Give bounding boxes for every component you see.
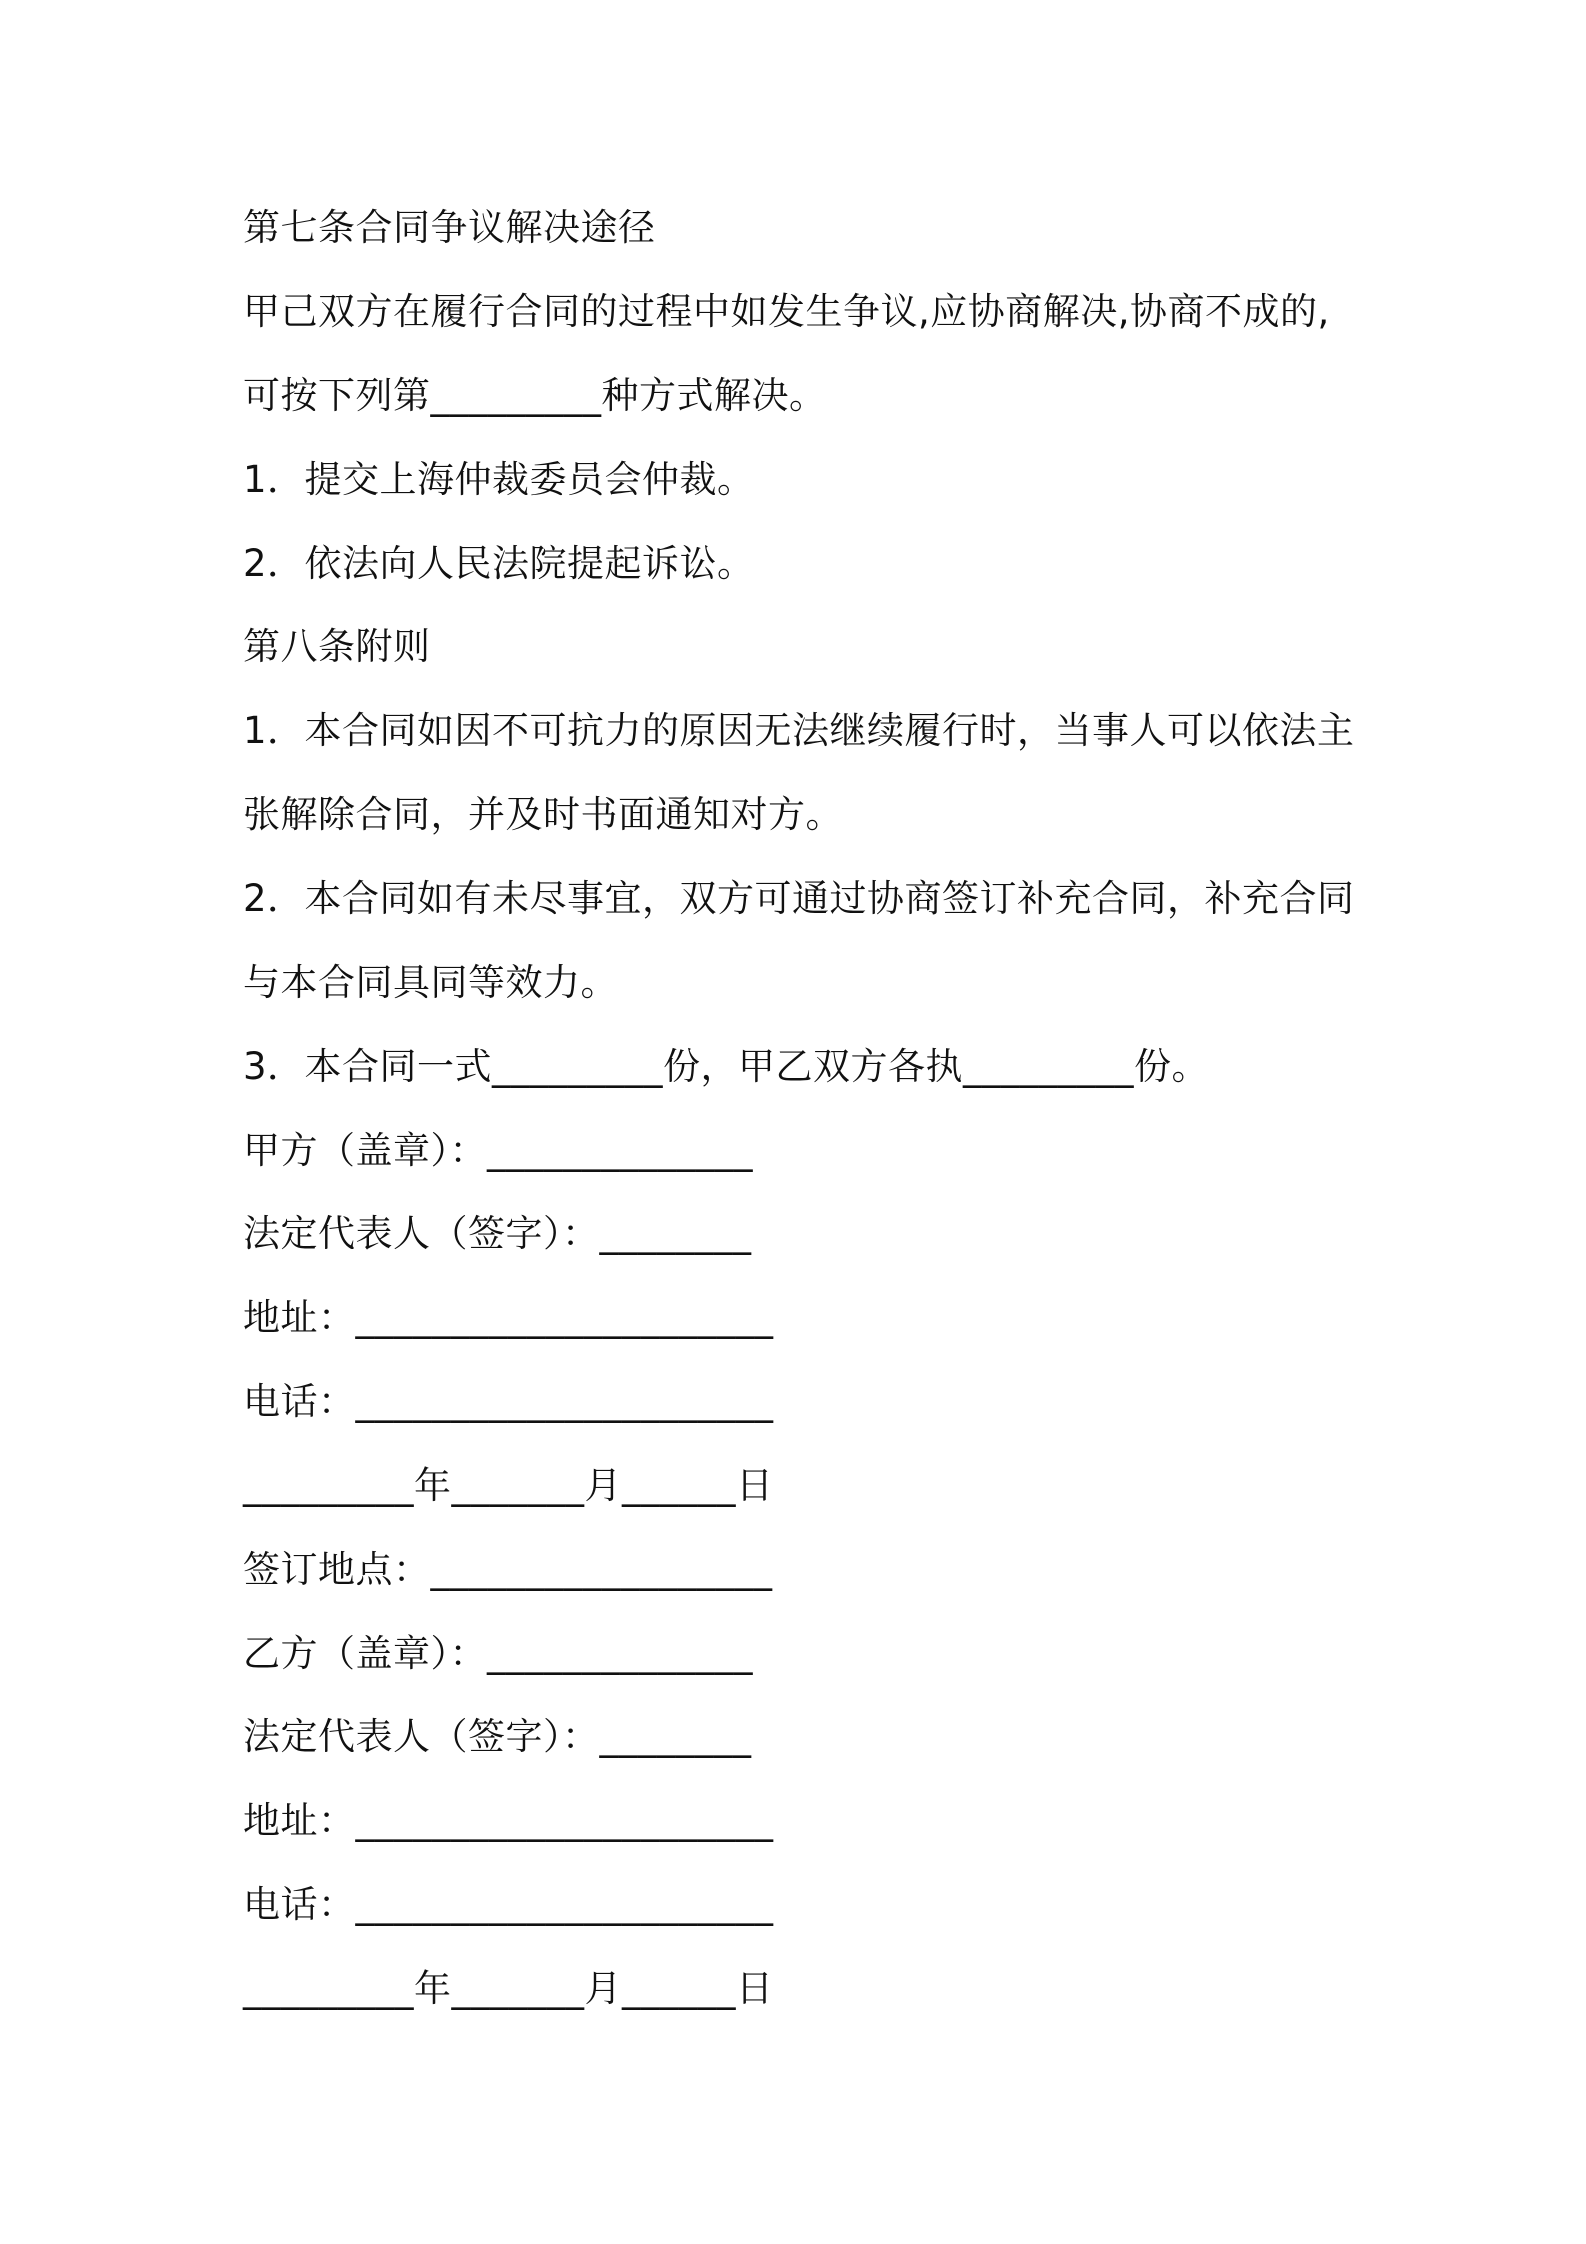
party-b-address: 地址：______________________ [243,1799,774,1842]
party-b-representative: 法定代表人（签字）：________ [243,1715,752,1758]
article-8-clause-1-line-1: 1．本合同如因不可抗力的原因无法继续履行时，当事人可以依法主 [243,709,1355,752]
article-7-paragraph-line-2: 可按下列第_________种方式解决。 [243,374,827,417]
party-a-address: 地址：______________________ [243,1296,774,1339]
article-8-clause-2-line-1: 2．本合同如有未尽事宜，双方可通过协商签订补充合同，补充合同 [243,877,1355,920]
party-a-representative: 法定代表人（签字）：________ [243,1212,752,1255]
party-b-seal: 乙方（盖章）：______________ [243,1632,753,1675]
party-a-date: _________年_______月______日 [243,1464,774,1507]
party-a-seal: 甲方（盖章）：______________ [243,1129,753,1172]
article-8-clause-2-line-2: 与本合同具同等效力。 [243,961,618,1004]
dispute-option-1: 1．提交上海仲裁委员会仲裁。 [243,458,755,501]
article-7-paragraph-line-1: 甲己双方在履行合同的过程中如发生争议,应协商解决,协商不成的, [243,290,1330,333]
dispute-option-2: 2．依法向人民法院提起诉讼。 [243,542,755,585]
article-8-clause-1-line-2: 张解除合同，并及时书面通知对方。 [243,793,843,836]
party-b-date: _________年_______月______日 [243,1967,774,2010]
article-8-heading: 第八条附则 [243,625,431,668]
signing-location: 签订地点：__________________ [243,1548,773,1591]
article-8-clause-3: 3．本合同一式_________份，甲乙双方各执_________份。 [243,1045,1210,1088]
article-7-heading: 第七条合同争议解决途径 [243,206,656,249]
party-a-phone: 电话：______________________ [243,1380,774,1423]
party-b-phone: 电话：______________________ [243,1883,774,1926]
